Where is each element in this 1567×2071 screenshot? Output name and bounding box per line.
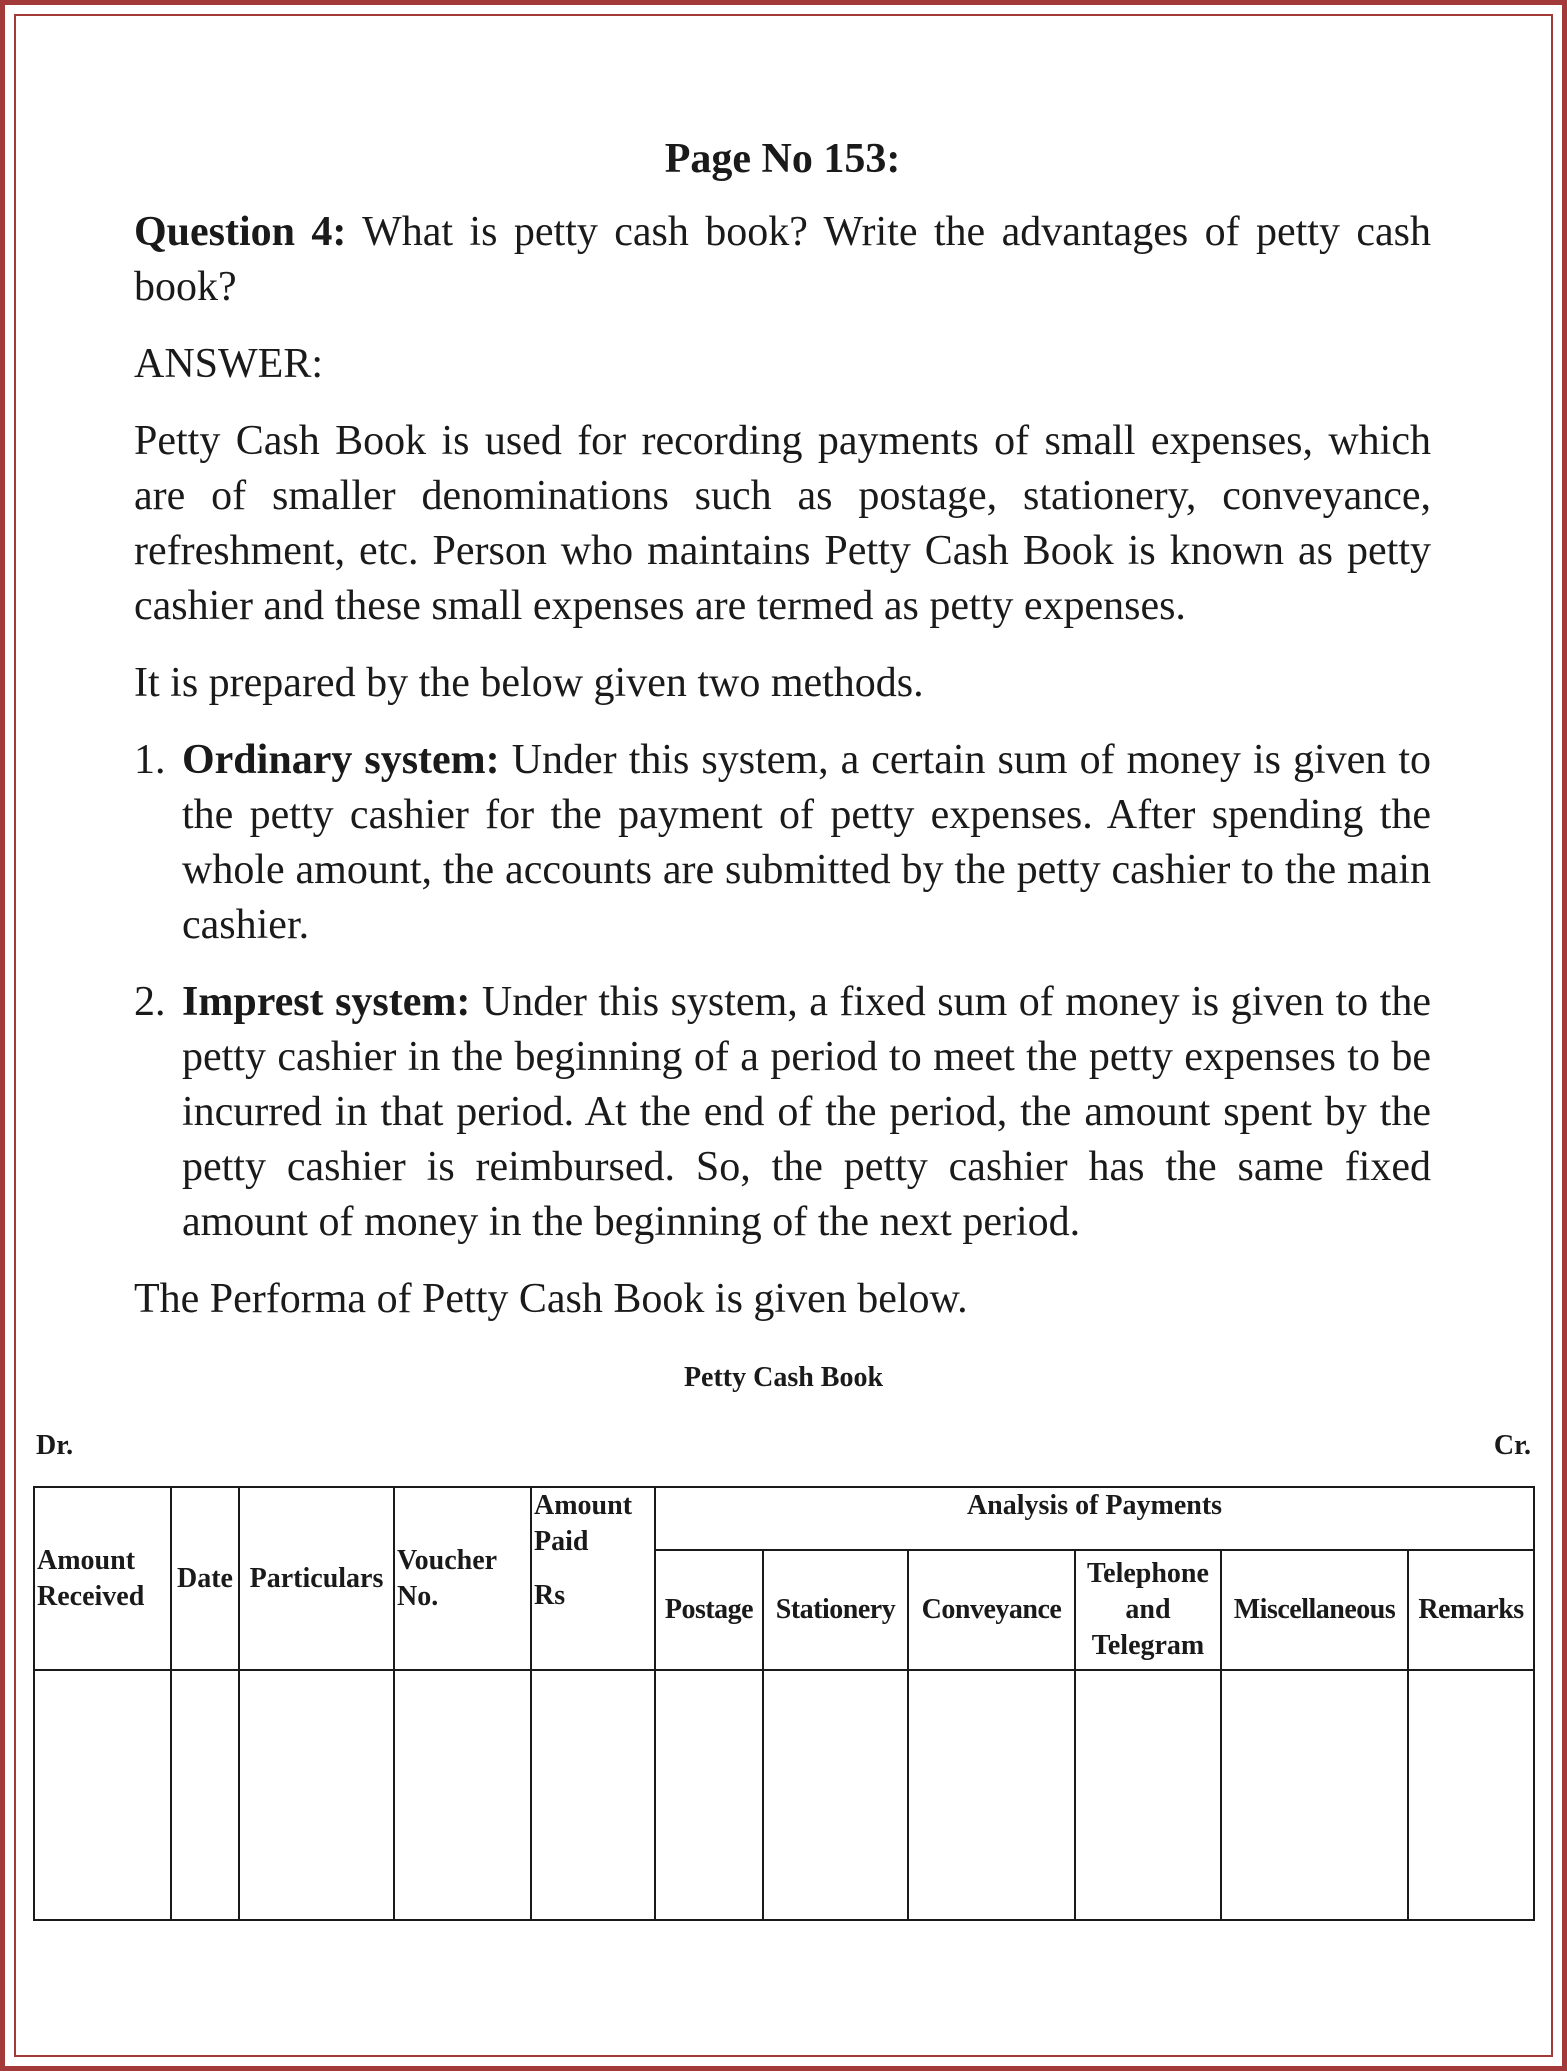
- method-text: Under this system, a fixed sum of money is given to the petty cashier in the beginning of a period to meet the petty expenses to be incurred in that period. At the end of the period, the amount spent by the petty cashier is reimbursed. So, the petty cashier has the same fixed amount of money in the beginning of the next period.: [182, 979, 1431, 1245]
- method-term: Imprest system:: [182, 979, 471, 1025]
- petty-cash-book-table: [33, 1486, 1535, 1921]
- method-term: Ordinary system:: [182, 737, 500, 783]
- col-stationery: Stationery: [763, 1550, 908, 1670]
- table-cell: [1075, 1670, 1221, 1920]
- method-item: [134, 733, 1431, 953]
- col-group-analysis-of-payments: Analysis of Payments: [655, 1487, 1534, 1550]
- question-text: What is petty cash book? Write the advantages of petty cash book?: [134, 209, 1431, 310]
- question-label: Question 4:: [134, 209, 347, 255]
- performa-line: The Performa of Petty Cash Book is given below.: [134, 1276, 968, 1322]
- table-cell: [655, 1670, 763, 1920]
- col-amount-received: Amount Received: [34, 1487, 171, 1670]
- method-number: 2.: [134, 979, 166, 1025]
- method-item: [134, 975, 1431, 1250]
- col-conveyance: Conveyance: [908, 1550, 1075, 1670]
- table-cell: [763, 1670, 908, 1920]
- table-row: [34, 1670, 1534, 1920]
- table-cell: [394, 1670, 531, 1920]
- method-number: 1.: [134, 737, 166, 783]
- debit-label: Dr.: [36, 1430, 74, 1461]
- col-amount-paid-label: Amount Paid: [534, 1490, 633, 1557]
- table-cell: [908, 1670, 1075, 1920]
- col-date: Date: [171, 1487, 239, 1670]
- col-particulars: Particulars: [239, 1487, 394, 1670]
- table-cell: [1408, 1670, 1534, 1920]
- col-amount-paid-unit: Rs: [534, 1580, 566, 1611]
- col-voucher-no: Voucher No.: [394, 1487, 531, 1670]
- credit-label: Cr.: [1493, 1430, 1531, 1461]
- table-cell: [239, 1670, 394, 1920]
- table-cell: [531, 1670, 655, 1920]
- methods-intro: It is prepared by the below given two methods.: [134, 660, 924, 706]
- methods-list: [134, 733, 1431, 1250]
- method-text: Under this system, a certain sum of money is given to the petty cashier for the payment of petty expenses. After spending the whole amount, the accounts are submitted by the petty cashier to the main cashier.: [182, 737, 1431, 948]
- col-amount-paid: [531, 1487, 655, 1670]
- table-header-row: [34, 1487, 1534, 1550]
- table-cell: [34, 1670, 171, 1920]
- answer-label: ANSWER:: [134, 341, 323, 387]
- question: [134, 205, 1431, 315]
- table-caption: Petty Cash Book: [683, 1362, 884, 1393]
- col-remarks: Remarks: [1408, 1550, 1534, 1670]
- intro-paragraph: Petty Cash Book is used for recording payments of small expenses, which are of smaller denominations such as postage, stationery, conveyance, refreshment, etc. Person who maintains Petty Cash Book is known as petty cashier and these small expenses are termed as petty expenses.: [134, 418, 1431, 629]
- col-miscellaneous: Miscellaneous: [1221, 1550, 1408, 1670]
- table-cell: [171, 1670, 239, 1920]
- col-telephone-and-telegram: Telephone and Telegram: [1075, 1550, 1221, 1670]
- document-content: [134, 132, 1431, 1349]
- table-cell: [1221, 1670, 1408, 1920]
- page-heading: Page No 153:: [664, 136, 901, 182]
- col-postage: Postage: [655, 1550, 763, 1670]
